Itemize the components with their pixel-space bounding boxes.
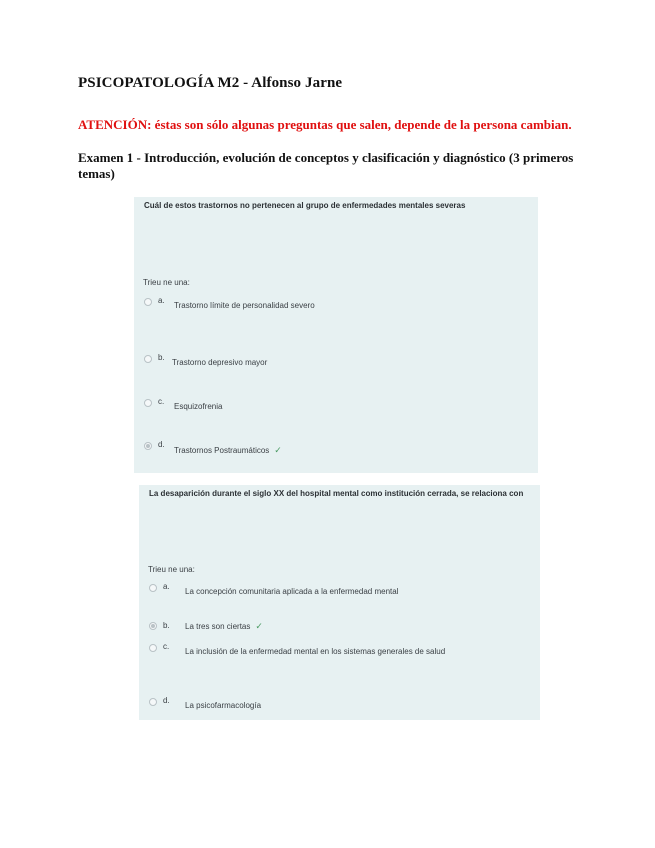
option-letter: c.: [158, 397, 165, 406]
radio-button[interactable]: [149, 584, 157, 592]
document-title: PSICOPATOLOGÍA M2 - Alfonso Jarne: [78, 75, 343, 91]
question-1-text: Cuál de estos trastornos no pertenecen al grupo de enfermedades mentales severas: [144, 201, 466, 210]
option-text: Esquizofrenia: [174, 402, 223, 411]
option-text: La psicofarmacología: [185, 701, 262, 710]
option-text: [174, 445, 282, 456]
question-2-card: [139, 485, 540, 720]
radio-button[interactable]: [144, 355, 152, 363]
option-letter: a.: [158, 296, 165, 305]
check-icon: ✓: [255, 621, 263, 631]
option-letter: b.: [163, 621, 170, 630]
option-letter: d.: [158, 440, 165, 449]
question-1-prompt: Trieu ne una:: [143, 278, 190, 287]
radio-button[interactable]: [144, 298, 152, 306]
option-label: La tres son ciertas: [185, 622, 251, 631]
attention-notice: ATENCIÓN: éstas son sólo algunas preguntas que salen, depende de la persona cambian.: [78, 117, 572, 132]
radio-button[interactable]: [149, 698, 157, 706]
question-2-prompt: Trieu ne una:: [148, 565, 195, 574]
option-text: La concepción comunitaria aplicada a la enfermedad mental: [185, 587, 399, 596]
question-1-card: [134, 197, 538, 473]
radio-button[interactable]: [149, 644, 157, 652]
option-text: [185, 621, 263, 632]
option-letter: a.: [163, 582, 170, 591]
option-text: Trastorno depresivo mayor: [172, 358, 268, 367]
radio-button[interactable]: [144, 399, 152, 407]
check-icon: ✓: [274, 445, 282, 455]
option-letter: d.: [163, 696, 170, 705]
radio-button-selected[interactable]: [144, 442, 152, 450]
option-letter: b.: [158, 353, 165, 362]
exam-heading: Examen 1 - Introducción, evolución de conceptos y clasificación y diagnóstico (3 primeros temas): [78, 150, 574, 181]
option-label: Trastornos Postraumáticos: [174, 446, 270, 455]
radio-button-selected[interactable]: [149, 622, 157, 630]
option-text: Trastorno límite de personalidad severo: [174, 301, 315, 310]
option-letter: c.: [163, 642, 170, 651]
option-text: La inclusión de la enfermedad mental en los sistemas generales de salud: [185, 647, 446, 656]
question-2-text: La desaparición durante el siglo XX del hospital mental como institución cerrada, se relaciona con: [149, 489, 524, 498]
